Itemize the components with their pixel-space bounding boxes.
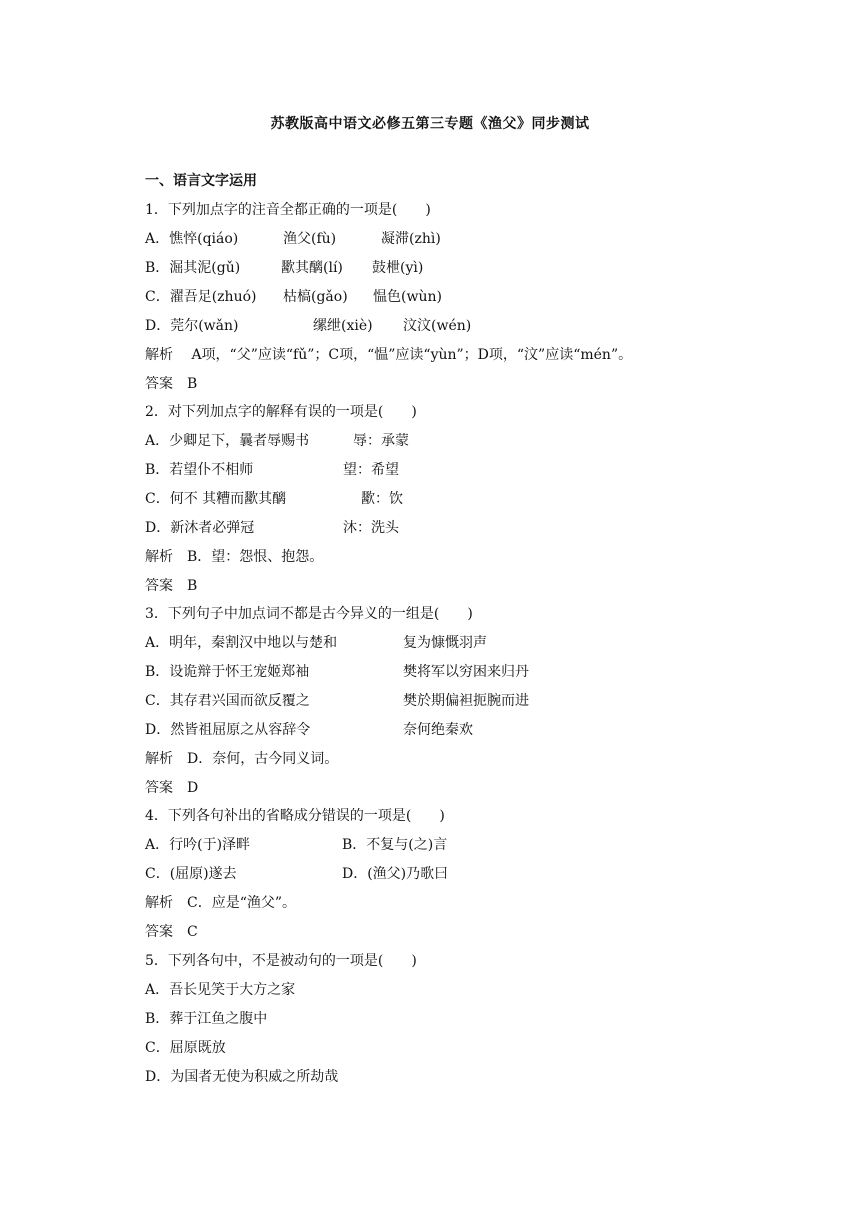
q5-option-b: B．葬于江鱼之腹中	[145, 1011, 268, 1027]
q2-answer: 答案 B	[145, 578, 198, 594]
page-title: 苏教版高中语文必修五第三专题《渔父》同步测试	[270, 116, 590, 132]
q4-options-ab	[145, 835, 745, 855]
q1-option-a: A．憔悴(qiáo) 渔父(fù) 凝滞(zhì)	[145, 231, 441, 247]
q2-option-a: A．少卿足下，曩者辱赐书 辱：承蒙	[145, 433, 409, 449]
q3-answer: 答案 D	[145, 780, 199, 796]
q1-option-c: C．濯吾足(zhuó) 枯槁(gǎo) 愠色(wùn)	[145, 289, 442, 305]
q2-option-c: C．何不 其糟而歠其醨 歠：饮	[145, 491, 403, 507]
q1-option-d: D．莞尔(wǎn) 缧绁(xiè) 汶汶(wén)	[145, 318, 472, 334]
q4-analysis: 解析 C．应是“渔父”。	[145, 895, 297, 911]
q4-option-b: B．不复与(之)言	[342, 837, 448, 853]
q2-option-b: B．若望仆不相师 望：希望	[145, 462, 399, 478]
q4-options-cd	[145, 864, 745, 884]
q3-analysis: 解析 D．奈何，古今同义词。	[145, 751, 339, 767]
q2-analysis: 解析 B．望：怨恨、抱怨。	[145, 549, 324, 565]
section-heading: 一、语言文字运用	[145, 173, 257, 189]
q4-option-d: D．(渔父)乃歌曰	[342, 866, 449, 882]
q4-option-a: A．行吟(于)泽畔	[145, 837, 251, 853]
q1-stem: 1．下列加点字的注音全都正确的一项是( )	[145, 202, 431, 218]
q4-option-c: C．(屈原)遂去	[145, 866, 237, 882]
q3-option-a: A．明年，秦割汉中地以与楚和 复为慷慨羽声	[145, 635, 487, 651]
q5-option-c: C．屈原既放	[145, 1040, 226, 1056]
q5-option-a: A．吾长见笑于大方之家	[145, 982, 296, 998]
q1-answer: 答案 B	[145, 376, 198, 392]
q5-option-d: D．为国者无使为积威之所劫哉	[145, 1069, 339, 1085]
q4-answer: 答案 C	[145, 924, 198, 940]
q3-stem: 3．下列句子中加点词不都是古今异义的一组是( )	[145, 606, 473, 622]
q4-stem: 4．下列各句补出的省略成分错误的一项是( )	[145, 808, 445, 824]
q3-option-c: C．其存君兴国而欲反覆之 樊於期偏袒扼腕而进	[145, 693, 529, 709]
q2-stem: 2．对下列加点字的解释有误的一项是( )	[145, 404, 417, 420]
q5-stem: 5．下列各句中，不是被动句的一项是( )	[145, 953, 417, 969]
q3-option-d: D．然皆祖屈原之从容辞令 奈何绝秦欢	[145, 722, 473, 738]
q1-option-b: B．淈其泥(gǔ) 歠其醨(lí) 鼓枻(yì)	[145, 260, 424, 276]
q3-option-b: B．设诡辩于怀王宠姬郑袖 樊将军以穷困来归丹	[145, 664, 529, 680]
q2-option-d: D．新沐者必弹冠 沐：洗头	[145, 520, 399, 536]
q1-analysis: 解析 A项，“父”应读“fǔ”；C项，“愠”应读“yùn”；D项，“汶”应读“mén”。	[145, 347, 633, 363]
